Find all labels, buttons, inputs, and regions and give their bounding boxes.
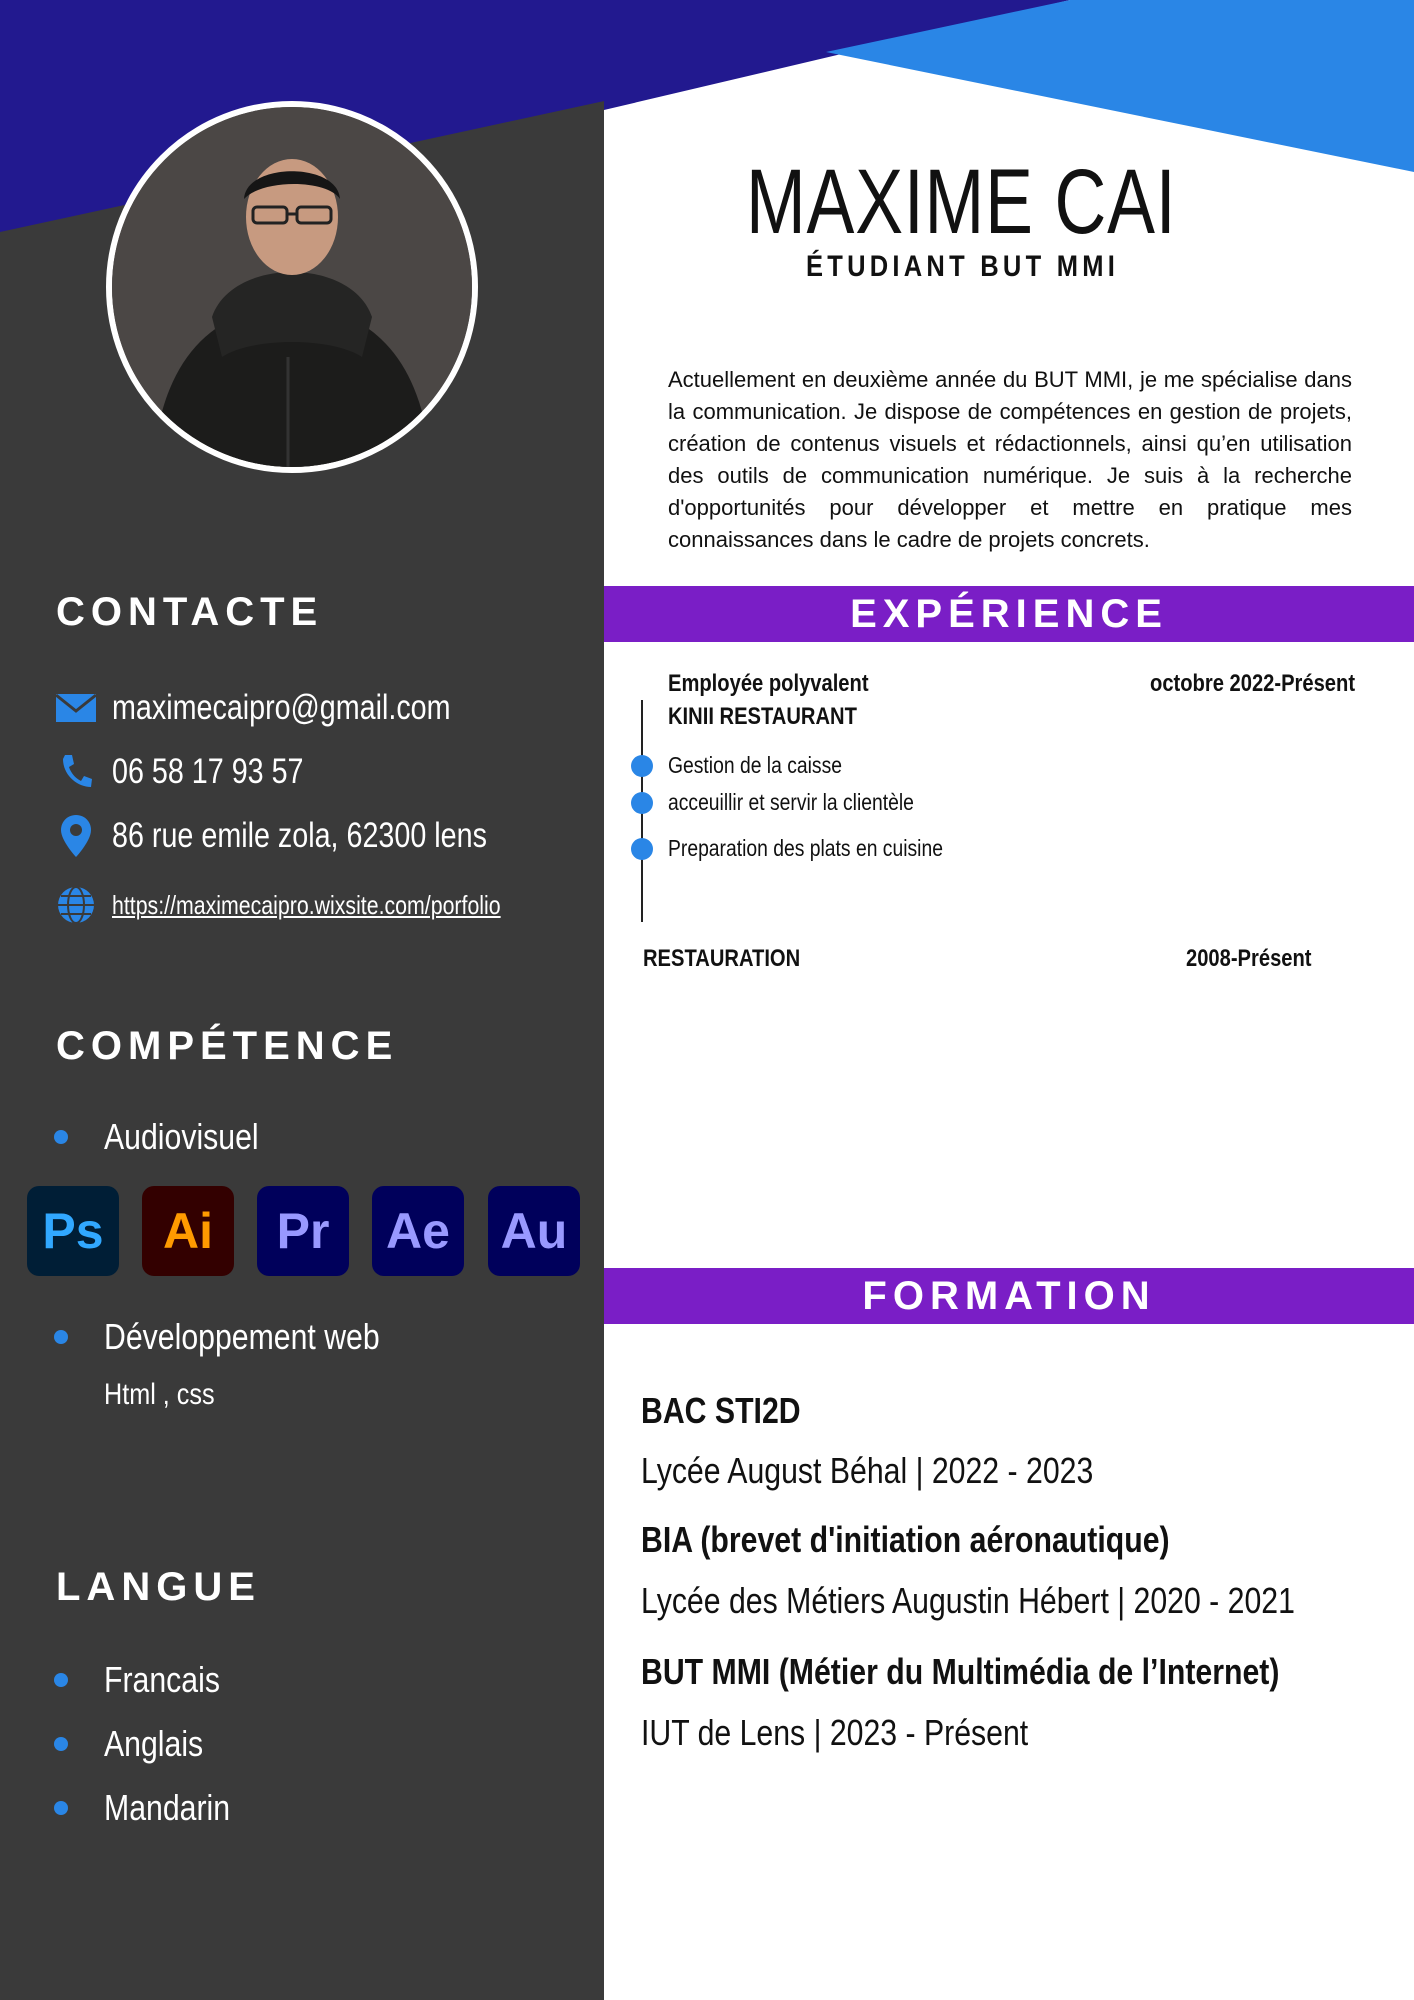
job-task: Gestion de la caisse [668, 752, 842, 778]
phone-icon [54, 750, 98, 794]
globe-icon [54, 883, 98, 927]
profile-summary: Actuellement en deuxième année du BUT MMI, je me spécialise dans la communication. Je dispose de compétences en gestion de projets, création de contenus visuels et rédactionnels, ainsi qu’en utilisation des outils de communication numérique. Je suis à la recherche d'opportunités pour développer et mettre en pratique mes connaissances dans le cadre de projets concrets. [668, 367, 1352, 552]
address-row [54, 814, 569, 858]
premiere-icon: Pr [257, 1186, 349, 1276]
job-task: acceuillir et servir la clientèle [668, 789, 914, 815]
envelope-icon [54, 686, 98, 730]
language-item: Francais [104, 1659, 220, 1700]
bullet-icon [54, 1130, 68, 1144]
skills-title: COMPÉTENCE [56, 1024, 399, 1068]
job-position: Employée polyvalent [668, 670, 869, 697]
bullet-icon [54, 1673, 68, 1687]
bullet-icon [54, 1330, 68, 1344]
skill-audiovisuel: Audiovisuel [104, 1116, 259, 1157]
degree-school: Lycée des Métiers Augustin Hébert | 2020 - 2021 [641, 1580, 1295, 1621]
profile-photo [106, 101, 478, 473]
phone-text[interactable]: 06 58 17 93 57 [112, 752, 304, 791]
language-item: Mandarin [104, 1787, 231, 1828]
candidate-role: ÉTUDIANT BUT MMI [806, 250, 1120, 283]
illustrator-icon: Ai [142, 1186, 234, 1276]
degree-school: Lycée August Béhal | 2022 - 2023 [641, 1450, 1094, 1491]
job-task: Preparation des plats en cuisine [668, 835, 943, 861]
experience-header [604, 586, 1414, 642]
degree-title: BAC STI2D [641, 1390, 801, 1431]
bullet-icon [54, 1801, 68, 1815]
degree-title: BUT MMI (Métier du Multimédia de l’Internet) [641, 1651, 1280, 1692]
degree-school: IUT de Lens | 2023 - Présent [641, 1712, 1029, 1753]
bullet-icon [54, 1737, 68, 1751]
contact-title: CONTACTE [56, 590, 324, 634]
photoshop-icon: Ps [27, 1186, 119, 1276]
skill-web-detail: Html , css [104, 1378, 215, 1411]
languages-title: LANGUE [56, 1565, 261, 1609]
language-item: Anglais [104, 1723, 204, 1764]
job-company: KINII RESTAURANT [668, 703, 857, 730]
website-row[interactable] [54, 883, 586, 927]
job-position: RESTAURATION [643, 945, 801, 972]
timeline-dot [631, 755, 653, 777]
timeline-dot [631, 792, 653, 814]
experience-title: EXPÉRIENCE [850, 591, 1168, 636]
job-dates: octobre 2022-Présent [1150, 670, 1356, 697]
phone-row[interactable] [54, 750, 346, 794]
audition-icon: Au [488, 1186, 580, 1276]
education-title: FORMATION [862, 1273, 1156, 1318]
website-link[interactable]: https://maximecaipro.wixsite.com/porfolio [112, 889, 501, 920]
candidate-name: MAXIME CAI [746, 151, 1177, 253]
skill-web: Développement web [104, 1316, 380, 1357]
email-text[interactable]: maximecaipro@gmail.com [112, 688, 451, 727]
location-pin-icon [54, 814, 98, 858]
education-header [604, 1268, 1414, 1324]
job-dates: 2008-Présent [1186, 945, 1312, 972]
degree-title: BIA (brevet d'initiation aéronautique) [641, 1519, 1170, 1560]
timeline-dot [631, 838, 653, 860]
email-row[interactable] [54, 686, 525, 730]
after-effects-icon: Ae [372, 1186, 464, 1276]
address-text: 86 rue emile zola, 62300 lens [112, 816, 487, 855]
